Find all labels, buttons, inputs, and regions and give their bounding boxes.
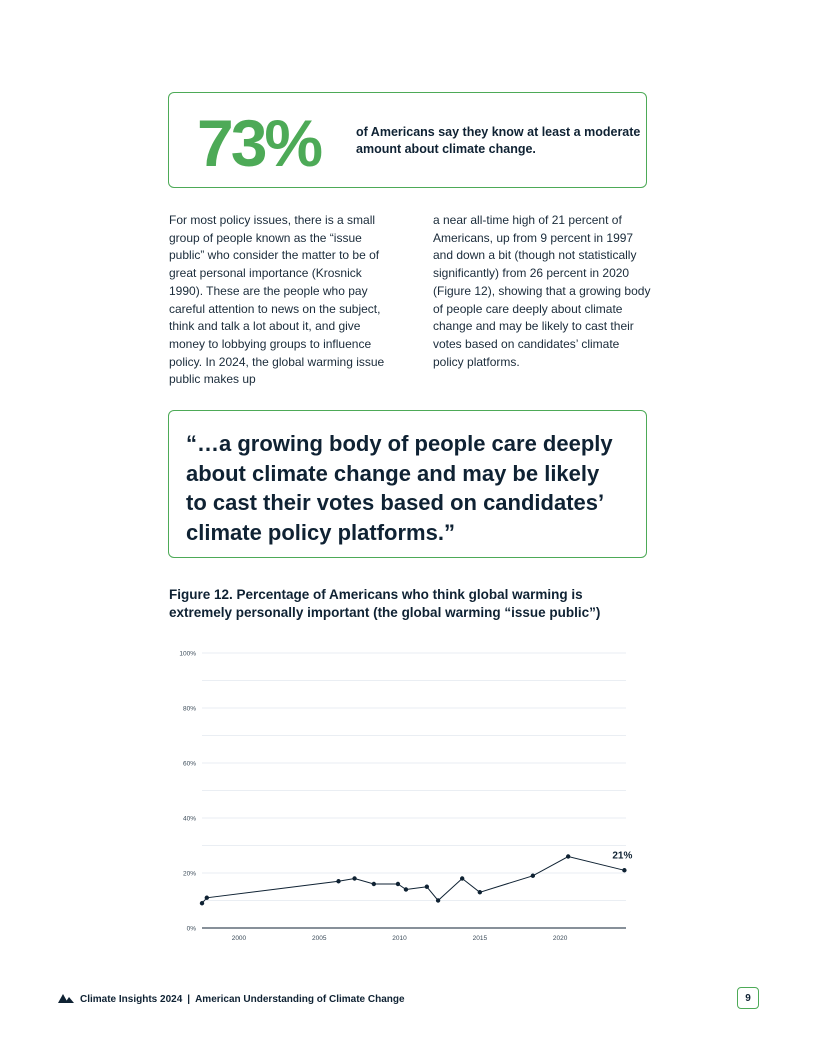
x-tick-label: 2005 — [312, 935, 327, 942]
data-point — [460, 876, 464, 880]
y-tick-label: 20% — [182, 870, 196, 878]
pull-quote-text: “…a growing body of people care deeply about climate change and may be likely to cast their votes based on candidates’ climate policy platforms.” — [186, 431, 613, 545]
y-tick-label: 100% — [179, 650, 196, 658]
body-column-left: For most policy issues, there is a small group of people known as the “issue public” who consider the matter to be of great personal importance (Krosnick 1990). These are the people who pay careful attention to news on the subject, think and talk a lot about it, and give money to lobbying groups to influence policy. In 2024, the global warming issue public makes up — [169, 213, 385, 387]
body-column-right: a near all-time high of 21 percent of Americans, up from 9 percent in 1997 and down a bit (though not statistically significantly) from 26 percent in 2020 (Figure 12), showing that a growing body of people care deeply about climate change and may be likely to cast their votes based on candidates’ climate policy platforms. — [433, 213, 651, 369]
footer-publication: Climate Insights 2024 — [80, 993, 183, 1005]
issue-public-line-chart — [168, 640, 648, 950]
x-tick-label: 2015 — [472, 935, 488, 942]
figure-title: Figure 12. Percentage of Americans who think global warming is extremely personally important (the global warming “issue public”) — [169, 587, 601, 620]
data-point — [622, 868, 626, 872]
footer-report-title: American Understanding of Climate Change — [195, 993, 405, 1005]
x-tick-label: 2020 — [552, 935, 568, 942]
y-tick-label: 40% — [182, 815, 196, 823]
stat-description: of Americans say they know at least a moderate amount about climate change. — [356, 125, 641, 156]
data-point — [396, 882, 400, 886]
data-point — [336, 879, 340, 883]
x-tick-label: 2010 — [392, 935, 407, 942]
data-point — [425, 885, 429, 889]
page-number: 9 — [737, 987, 759, 1009]
y-tick-label: 60% — [182, 760, 196, 768]
footer — [58, 992, 405, 1006]
stat-callout — [168, 92, 647, 188]
stat-value: 73% — [197, 106, 321, 180]
footer-separator: | — [187, 993, 191, 1005]
data-point — [404, 887, 408, 891]
data-point — [352, 876, 356, 880]
data-point — [205, 896, 209, 900]
data-point — [531, 874, 535, 878]
data-point — [200, 901, 204, 905]
pull-quote — [168, 410, 647, 558]
x-tick-label: 2000 — [231, 935, 247, 942]
mountain-logo-icon — [58, 993, 74, 1006]
series-line — [202, 857, 624, 904]
data-point — [372, 882, 376, 886]
y-tick-label: 80% — [182, 705, 196, 713]
data-point — [478, 890, 482, 894]
data-point — [566, 854, 570, 858]
end-value-label: 21% — [612, 850, 633, 862]
y-tick-label: 0% — [186, 925, 196, 933]
data-point — [436, 898, 440, 902]
